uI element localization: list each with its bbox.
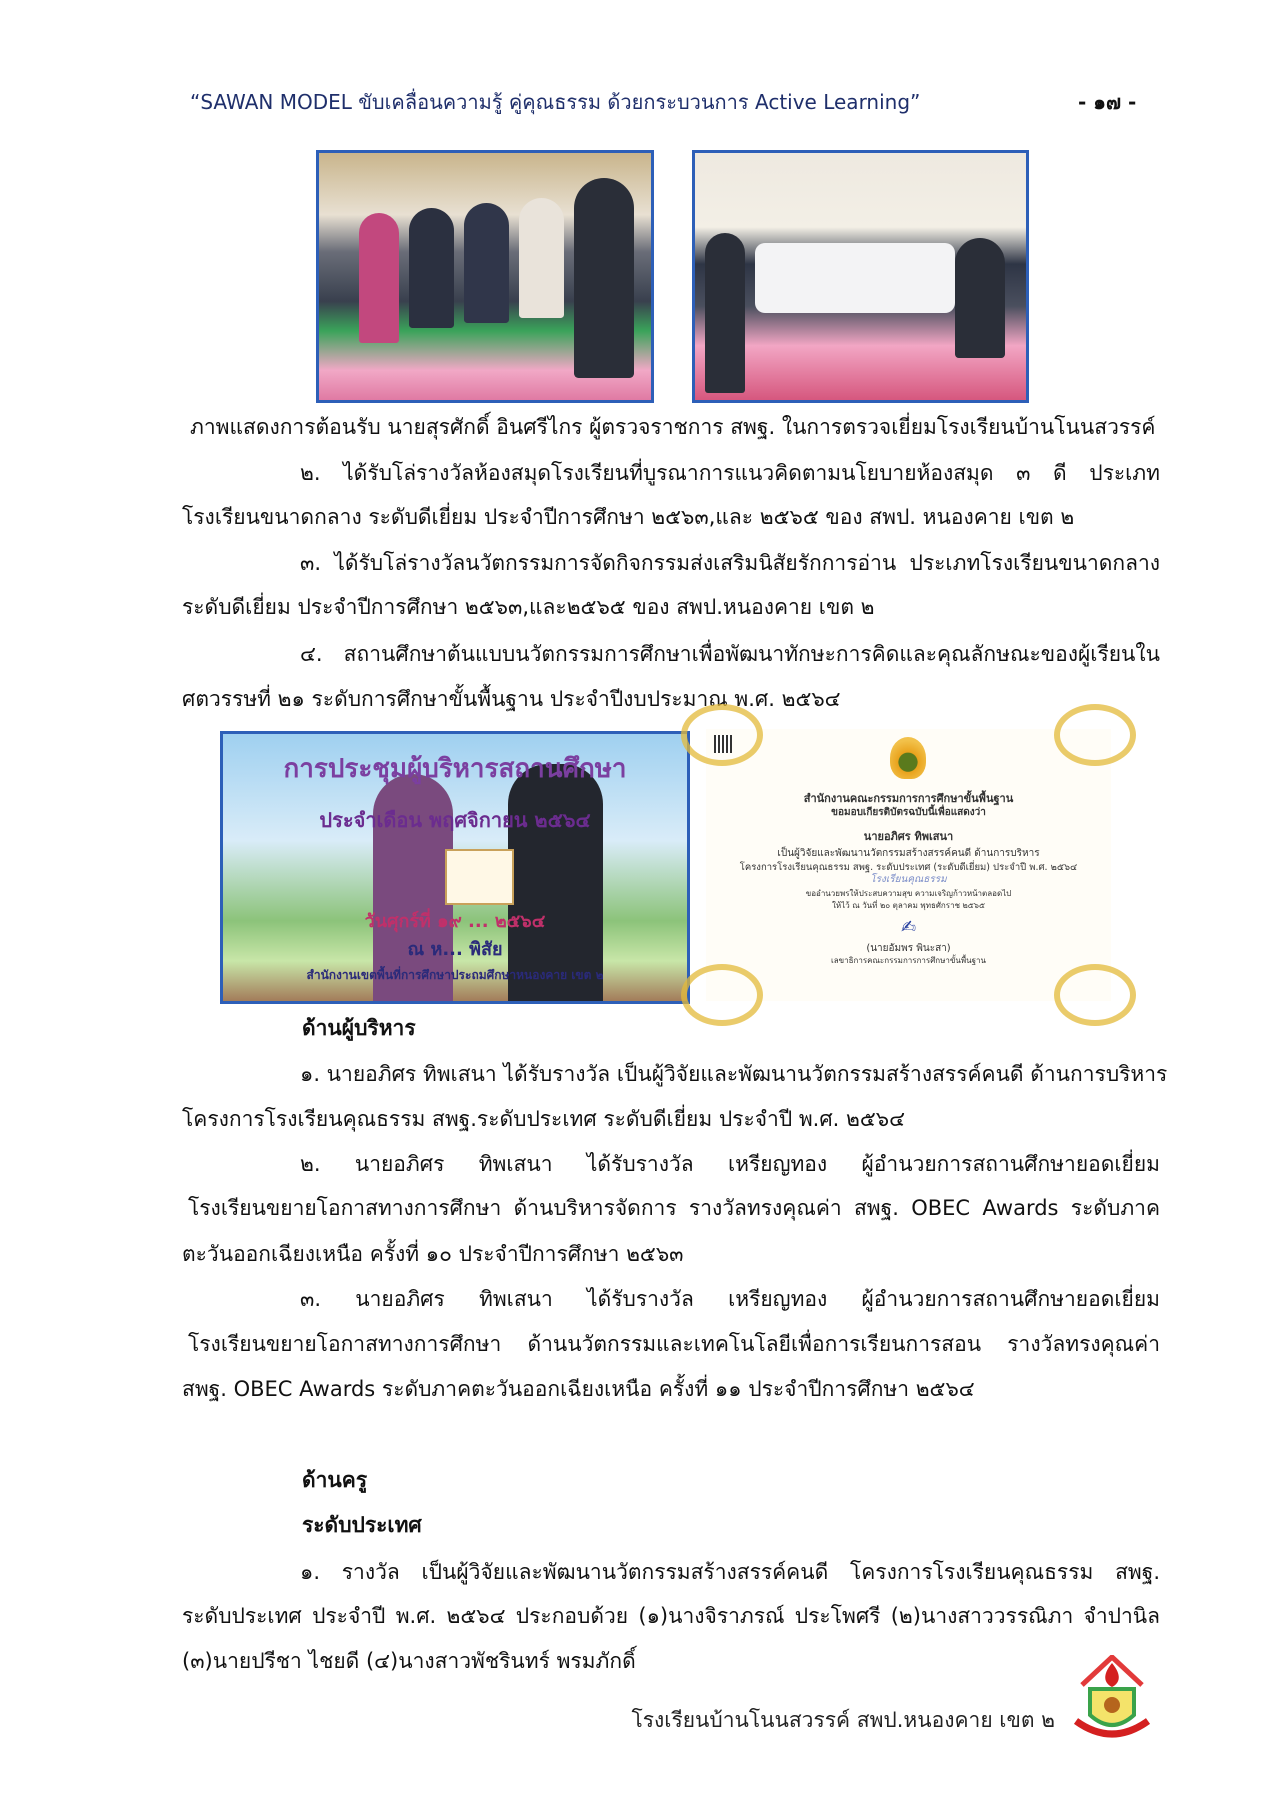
qr-code bbox=[714, 735, 732, 753]
cert-line2: โครงการโรงเรียนคุณธรรม สพฐ. ระดับประเทศ (ระดับดีเยี่ยม) ประจำปี พ.ศ. ๒๕๖๔ bbox=[739, 862, 1078, 873]
banner-venue: ณ ห... พิสัย bbox=[407, 939, 503, 960]
admin-heading: ด้านผู้บริหาร bbox=[302, 1016, 416, 1040]
award-line: สพฐ. OBEC Awards ระดับภาคตะวันออกเฉียงเหนือ ครั้งที่ ๑๑ ประจำปีการศึกษา ๒๕๖๔ bbox=[182, 1377, 975, 1401]
cert-line1: เป็นผู้วิจัยและพัฒนานวัตกรรมสร้างสรรค์คนดี ด้านการบริหาร bbox=[777, 848, 1040, 859]
photo-caption: ภาพแสดงการต้อนรับ นายสุรศักดิ์ อินศรีไกร ผู้ตรวจราชการ สพฐ. ในการตรวจเยี่ยมโรงเรียนบ้านโนนสวรรค์ bbox=[190, 415, 1156, 439]
award-line: ศตวรรษที่ ๒๑ ระดับการศึกษาขั้นพื้นฐาน ประจำปีงบประมาณ พ.ศ. ๒๕๖๔ bbox=[182, 687, 841, 711]
award-line: ระดับประเทศ ประจำปี พ.ศ. ๒๕๖๔ ประกอบด้วย (๑)นางจิราภรณ์ ประโพศรี (๒)นางสาววรรณิภา จำปานิล bbox=[182, 1604, 1160, 1628]
cert-intro: ขอมอบเกียรติบัตรฉบับนี้เพื่อแสดงว่า bbox=[831, 807, 986, 818]
photo-award-ceremony bbox=[220, 731, 690, 1004]
school-logo-icon bbox=[1072, 1655, 1152, 1745]
award-line: ๓. นายอภิศร ทิพเสนา ได้รับรางวัล เหรียญทอง ผู้อำนวยการสถานศึกษายอดเยี่ยม bbox=[300, 1287, 1160, 1311]
header-title: “SAWAN MODEL ขับเคลื่อนความรู้ คู่คุณธรรม ด้วยกระบวนการ Active Learning” bbox=[190, 90, 921, 114]
award-line: โครงการโรงเรียนคุณธรรม สพฐ.ระดับประเทศ ระดับดีเยี่ยม ประจำปี พ.ศ. ๒๕๖๔ bbox=[182, 1107, 905, 1131]
award-line: ๒. ได้รับโล่รางวัลห้องสมุดโรงเรียนที่บูรณาการแนวคิดตามนโยบายห้องสมุด ๓ ดี ประเภท bbox=[300, 461, 1160, 485]
award-line: โรงเรียนขนาดกลาง ระดับดีเยี่ยม ประจำปีการศึกษา ๒๕๖๓,และ ๒๕๖๕ ของ สพป. หนองคาย เขต ๒ bbox=[182, 505, 1075, 529]
signature-icon: ✍ bbox=[900, 917, 917, 938]
photo-group-students bbox=[692, 150, 1029, 403]
award-line: ๑. รางวัล เป็นผู้วิจัยและพัฒนานวัตกรรมสร้างสรรค์คนดี โครงการโรงเรียนคุณธรรม สพฐ. bbox=[300, 1560, 1160, 1584]
cert-name: นายอภิศร ทิพเสนา bbox=[863, 830, 954, 843]
banner-title: การประชุมผู้บริหารสถานศึกษา bbox=[283, 754, 627, 784]
award-line: ๑. นายอภิศร ทิพเสนา ได้รับรางวัล เป็นผู้วิจัยและพัฒนานวัตกรรมสร้างสรรค์คนดี ด้านการบริหาร bbox=[300, 1062, 1168, 1086]
award-line: ๓. ได้รับโล่รางวัลนวัตกรรมการจัดกิจกรรมส่งเสริมนิสัยรักการอ่าน ประเภทโรงเรียนขนาดกลาง bbox=[300, 551, 1160, 575]
cert-signer: (นายอัมพร พินะสา) bbox=[866, 943, 951, 954]
teacher-subheading: ระดับประเทศ bbox=[302, 1513, 422, 1537]
footer-school-name: โรงเรียนบ้านโนนสวรรค์ สพป.หนองคาย เขต ๒ bbox=[631, 1708, 1055, 1732]
award-line: ๔. สถานศึกษาต้นแบบนวัตกรรมการศึกษาเพื่อพัฒนาทักษะการคิดและคุณลักษณะของผู้เรียนใน bbox=[300, 642, 1160, 666]
cert-signer-title: เลขาธิการคณะกรรมการการศึกษาขั้นพื้นฐาน bbox=[831, 956, 986, 965]
banner-org: สำนักงานเขตพื้นที่การศึกษาประถมศึกษาหนองคาย เขต ๒ bbox=[306, 968, 604, 982]
cert-watermark: โรงเรียนคุณธรรม bbox=[870, 874, 947, 885]
award-line: (๓)นายปรีชา ไชยดี (๔)นางสาวพัชรินทร์ พรมภักดิ์ bbox=[182, 1649, 636, 1673]
banner-date: วันศุกร์ที่ ๑๙ ... ๒๕๖๔ bbox=[364, 911, 546, 932]
cert-date: ให้ไว้ ณ วันที่ ๒๐ ตุลาคม พุทธศักราช ๒๕๖๕ bbox=[831, 901, 985, 910]
award-line: ๒. นายอภิศร ทิพเสนา ได้รับรางวัล เหรียญทอง ผู้อำนวยการสถานศึกษายอดเยี่ยม bbox=[300, 1152, 1160, 1176]
cert-wish: ขออำนวยพรให้ประสบความสุข ความเจริญก้าวหน้าตลอดไป bbox=[805, 889, 1012, 898]
award-line: โรงเรียนขยายโอกาสทางการศึกษา ด้านนวัตกรรมและเทคโนโลยีเพื่อการเรียนการสอน รางวัลทรงคุณค่า bbox=[188, 1332, 1160, 1356]
obec-emblem-icon bbox=[890, 737, 926, 779]
teacher-heading: ด้านครู bbox=[302, 1468, 368, 1492]
certificate-image bbox=[706, 729, 1111, 1001]
award-line: โรงเรียนขยายโอกาสทางการศึกษา ด้านบริหารจัดการ รางวัลทรงคุณค่า สพฐ. OBEC Awards ระดับภาค bbox=[188, 1196, 1160, 1220]
award-line: ระดับดีเยี่ยม ประจำปีการศึกษา ๒๕๖๓,และ๒๕๖๕ ของ สพป.หนองคาย เขต ๒ bbox=[182, 595, 875, 619]
certificate-frame bbox=[445, 849, 514, 905]
award-line: ตะวันออกเฉียงเหนือ ครั้งที่ ๑๐ ประจำปีการศึกษา ๒๕๖๓ bbox=[182, 1242, 684, 1266]
photo-visit-inspection bbox=[316, 150, 654, 403]
page-number: - ๑๗ - bbox=[1078, 90, 1137, 114]
cert-org: สำนักงานคณะกรรมการการศึกษาขั้นพื้นฐาน bbox=[803, 792, 1014, 805]
banner-month: ประจำเดือน พฤศจิกายน ๒๕๖๔ bbox=[319, 808, 591, 832]
